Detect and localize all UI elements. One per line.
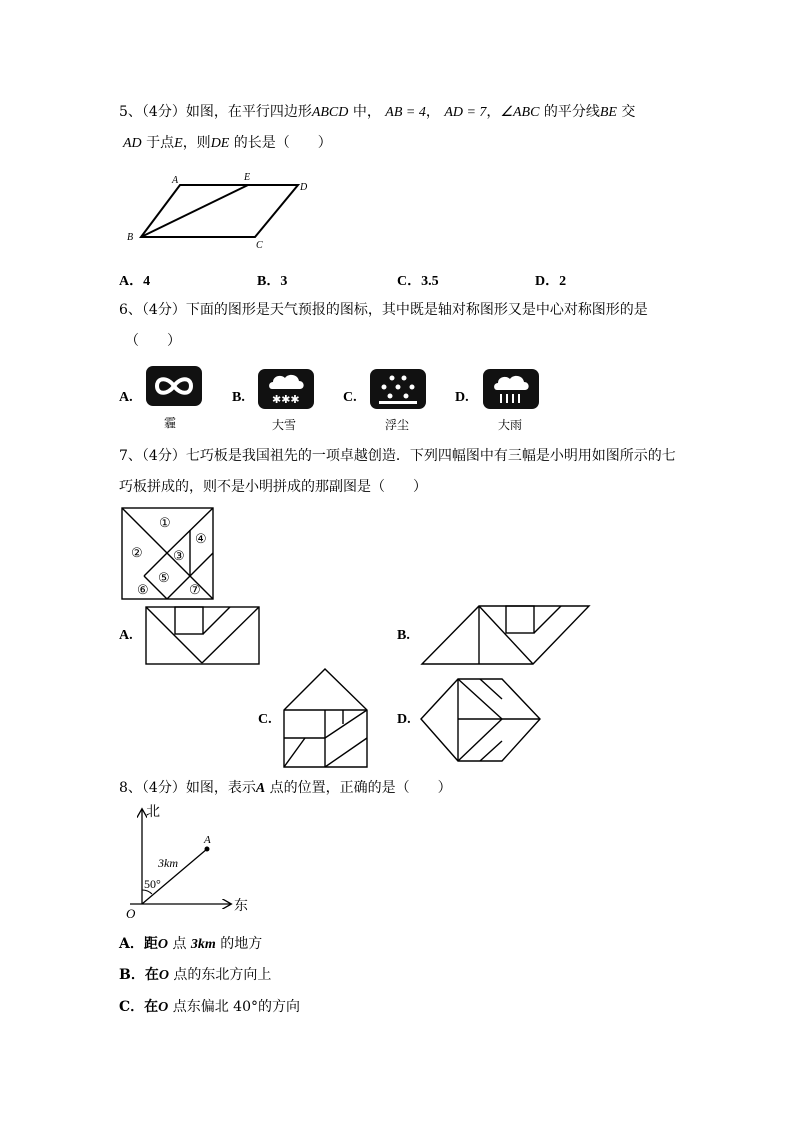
heavy-rain-icon[interactable] <box>483 369 539 409</box>
haze-icon[interactable] <box>146 366 202 406</box>
q5-abcd: ABCD <box>311 105 349 120</box>
piece-6: ⑥ <box>137 582 149 597</box>
heavy-snow-icon[interactable] <box>258 369 314 409</box>
q8-o: O <box>158 1000 169 1015</box>
segment-be <box>141 185 248 237</box>
q5-ad: AD = 7 <box>444 105 487 120</box>
q8-option-a[interactable] <box>119 935 262 954</box>
q8-option-text: A．距 <box>119 936 158 952</box>
point-a-dot <box>205 847 210 852</box>
q5-e: E <box>174 136 183 151</box>
vertex-c: C <box>256 240 263 251</box>
q5-text: ， <box>486 104 501 120</box>
q8-text: 点的位置，正确的是（ ） <box>265 780 452 796</box>
vertex-a: A <box>172 175 179 186</box>
piece-2: ② <box>131 545 143 560</box>
q8-text: 8、（4分）如图，表示 <box>119 780 256 796</box>
dust-icon[interactable] <box>370 369 426 409</box>
q8-o: O <box>157 937 168 952</box>
q7-stem-line2: 巧板拼成的，则不是小明拼成的那副图是（ ） <box>119 479 427 495</box>
q6-option-b[interactable]: B. <box>232 390 245 405</box>
q7-figure-b[interactable] <box>421 605 591 667</box>
q7-figure-c[interactable] <box>283 668 369 770</box>
north-label: 北 <box>146 805 160 820</box>
q8-direction-figure <box>120 802 260 922</box>
q5-option-c[interactable]: C．3.5 <box>397 274 439 289</box>
q5-de: DE <box>210 136 230 151</box>
q6-stem-line2: （ ） <box>125 333 181 349</box>
q7-option-d[interactable]: D. <box>397 712 411 727</box>
q5-parallelogram-figure <box>120 170 320 250</box>
angle-label: 50° <box>144 877 161 891</box>
q6-option-a[interactable]: A. <box>119 390 133 405</box>
piece-7: ⑦ <box>189 582 201 597</box>
q6-stem-line1: 6、（4分）下面的图形是天气预报的图标，其中既是轴对称图形又是中心对称图形的是 <box>119 302 648 318</box>
q5-angle: ∠ABC <box>500 105 540 120</box>
origin-label: O <box>126 906 136 921</box>
q5-option-d[interactable]: D．2 <box>535 274 567 289</box>
q7-tangram-figure <box>121 507 215 601</box>
q5-stem-line1 <box>119 103 635 122</box>
q6-option-c[interactable]: C. <box>343 390 357 405</box>
q7-option-c[interactable]: C. <box>258 712 272 727</box>
q8-option-c[interactable] <box>119 998 300 1017</box>
q6-label-b: 大雪 <box>272 418 297 432</box>
piece-5: ⑤ <box>158 570 170 585</box>
q8-option-text: 点 <box>168 936 191 952</box>
q6-label-a: 霾 <box>164 416 177 430</box>
q7-figure-a[interactable] <box>145 606 261 666</box>
q5-text: 中， <box>348 104 381 120</box>
parallelogram <box>141 185 298 237</box>
q8-stem <box>119 779 452 798</box>
q7-option-a[interactable]: A. <box>119 628 133 643</box>
q5-option-b[interactable]: B．3 <box>257 274 288 289</box>
q5-text: 于点 <box>141 135 175 151</box>
piece-4: ④ <box>195 531 207 546</box>
q8-option-text: C．在 <box>119 999 159 1015</box>
q8-option-text: 的地方 <box>215 936 263 952</box>
q8-option-text: 点东偏北 40°的方向 <box>168 999 300 1015</box>
q8-option-text: 点的东北方向上 <box>168 967 272 983</box>
q5-text: 交 <box>616 104 636 120</box>
q5-option-a[interactable]: A．4 <box>119 274 151 289</box>
q5-text: ， <box>425 104 440 120</box>
east-label: 东 <box>234 899 248 914</box>
vertex-b: B <box>127 232 134 243</box>
q5-text: 的长是（ ） <box>229 135 332 151</box>
q5-text: 的平分线 <box>539 104 600 120</box>
vertex-e: E <box>244 172 251 183</box>
q8-o: O <box>158 968 169 983</box>
distance-label: 3km <box>158 856 178 870</box>
piece-3: ③ <box>173 548 185 563</box>
q6-option-d[interactable]: D. <box>455 390 469 405</box>
q5-ad: AD <box>123 136 142 151</box>
q6-label-c: 浮尘 <box>385 418 410 432</box>
svg-text:✱✱✱: ✱✱✱ <box>272 394 300 406</box>
q5-ab: AB = 4 <box>385 105 426 120</box>
point-a-label: A <box>204 834 211 846</box>
q5-stem-line2 <box>123 134 332 153</box>
q7-figure-d[interactable] <box>420 675 542 765</box>
q8-option-b[interactable] <box>119 966 271 985</box>
q5-be: BE <box>599 105 617 120</box>
q5-text: 5、（4分）如图，在平行四边形 <box>119 104 312 120</box>
vertex-d: D <box>300 182 308 193</box>
q5-text: ，则 <box>182 135 211 151</box>
q8-km: 3km <box>190 937 216 952</box>
piece-1: ① <box>159 515 171 530</box>
q8-point-a: A <box>255 781 266 796</box>
q7-stem-line1: 7、（4分）七巧板是我国祖先的一项卓越创造．下列四幅图中有三幅是小明用如图所示的七 <box>119 448 676 464</box>
q7-option-b[interactable]: B. <box>397 628 410 643</box>
q8-option-text: B．在 <box>119 967 159 983</box>
q6-label-d: 大雨 <box>498 418 523 432</box>
